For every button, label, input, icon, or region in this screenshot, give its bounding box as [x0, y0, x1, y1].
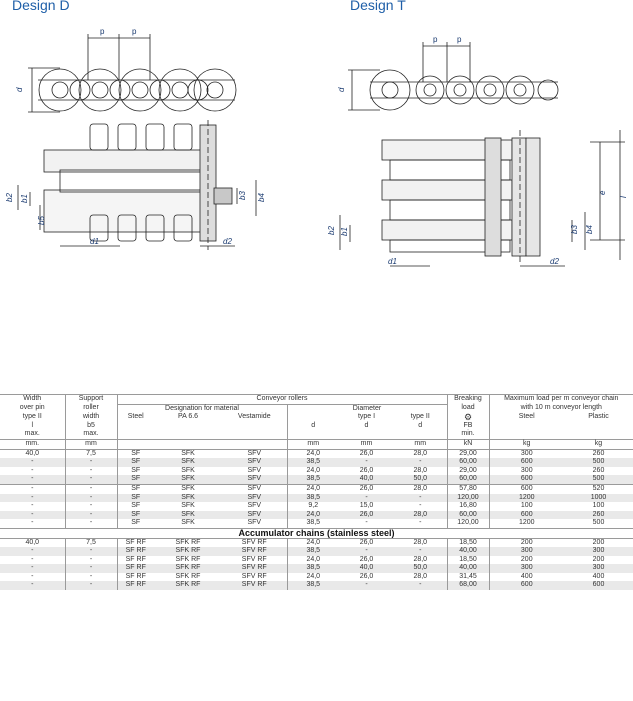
- b2-label-t: b2: [327, 226, 336, 235]
- design-d-drawing: [0, 20, 300, 260]
- table-cell: 1200: [489, 519, 564, 528]
- table-cell: -: [31, 466, 34, 474]
- table-row: [0, 511, 633, 520]
- table-cell: SFV RF: [241, 555, 267, 563]
- table-cell: 50,0: [394, 564, 447, 573]
- table-cell: -: [65, 494, 117, 503]
- pitch-label-t2: p: [457, 35, 462, 44]
- unit-cell: mm: [394, 439, 447, 449]
- table-cell: 200: [489, 556, 564, 565]
- hdr-vestamide: Vestamide: [237, 413, 271, 421]
- pitch-label-1: p: [100, 27, 105, 36]
- hdr-d-type2: d: [418, 421, 423, 429]
- table-cell: 1200: [489, 494, 564, 503]
- table-row: [0, 494, 633, 503]
- table-cell: 120,00: [447, 494, 489, 503]
- table-cell: -: [31, 502, 34, 510]
- table-cell: SFV: [247, 466, 262, 474]
- table-cell: SFK: [181, 502, 195, 510]
- table-cell: 40,0: [339, 475, 394, 484]
- b4-label: b4: [257, 193, 266, 202]
- table-row: [0, 573, 633, 582]
- table-cell: SF: [117, 519, 154, 528]
- table-row: [0, 475, 633, 484]
- table-cell: SF RF: [117, 547, 154, 556]
- hdr-pa66: PA 6.6: [177, 413, 199, 421]
- table-cell: -: [339, 581, 394, 590]
- table-cell: -: [339, 547, 394, 556]
- table-cell: 50,0: [394, 475, 447, 484]
- table-cell: 7,5: [65, 449, 117, 458]
- table-cell: -: [394, 458, 447, 467]
- table-cell: SF: [117, 484, 154, 493]
- table-cell: 100: [489, 502, 564, 511]
- table-cell: 520: [564, 484, 633, 493]
- table-cell: SFV: [222, 458, 287, 467]
- table-cell: 9,2: [287, 502, 339, 511]
- table-cell: 200: [564, 538, 633, 547]
- hdr-steel: Steel: [117, 413, 154, 422]
- table-cell: SF RF: [117, 556, 154, 565]
- b5-label: b5: [37, 216, 46, 225]
- table-cell: -: [394, 494, 447, 503]
- table-cell: 31,45: [447, 573, 489, 582]
- b1-label: b1: [20, 194, 29, 203]
- table-cell: 24,0: [287, 467, 339, 476]
- units-row: [0, 439, 633, 449]
- table-cell: 26,0: [339, 449, 394, 458]
- table-cell: SF: [117, 467, 154, 476]
- hdr-type2: type II: [22, 413, 42, 421]
- gear-icon: ⚙: [447, 413, 489, 422]
- table-cell: SF: [117, 502, 154, 511]
- table-cell: 500: [592, 519, 605, 527]
- b2-label: b2: [5, 193, 14, 202]
- table-cell: 260: [592, 466, 605, 474]
- table-cell: 38,5: [287, 519, 339, 528]
- table-cell: -: [65, 581, 117, 590]
- design-t-title: Design T: [350, 0, 406, 13]
- hdr-fb: FB: [447, 422, 489, 431]
- table-cell: -: [419, 502, 422, 510]
- table-cell: SFV: [222, 484, 287, 493]
- table-cell: 24,0: [287, 573, 339, 582]
- table-cell: -: [394, 547, 447, 556]
- table-cell: SF: [117, 494, 154, 503]
- table-cell: SFK RF: [154, 547, 222, 556]
- table-cell: 29,00: [447, 467, 489, 476]
- d-label-t: d: [337, 87, 346, 92]
- table-cell: 28,0: [394, 449, 447, 458]
- table-cell: SFK: [154, 511, 222, 520]
- e-label-t: e: [598, 190, 607, 195]
- table-cell: 200: [592, 555, 605, 563]
- table-cell: SF: [117, 475, 154, 484]
- table-cell: 600: [489, 581, 564, 590]
- table-cell: -: [339, 494, 394, 503]
- unit-cell: kN: [447, 439, 489, 449]
- table-cell: 60,00: [447, 475, 489, 484]
- table-cell: SFV: [222, 475, 287, 484]
- table-cell: 400: [489, 573, 564, 582]
- table-cell: SFV: [222, 449, 287, 458]
- table-cell: 28,0: [394, 511, 447, 520]
- table-cell: -: [31, 555, 34, 563]
- hdr-width2: width: [65, 413, 117, 422]
- table-cell: SFK: [154, 475, 222, 484]
- table-cell: 300: [564, 564, 633, 573]
- d-label: d: [15, 87, 24, 92]
- hdr-width: Width: [0, 395, 65, 405]
- table-cell: SFV RF: [222, 581, 287, 590]
- table-cell: 38,5: [287, 581, 339, 590]
- table-cell: 40,00: [447, 564, 489, 573]
- table-cell: SFV RF: [222, 547, 287, 556]
- table-cell: 260: [564, 449, 633, 458]
- table-cell: SFV: [247, 519, 262, 527]
- table-cell: 40,0: [339, 564, 394, 573]
- b4-label-t: b4: [585, 225, 594, 234]
- table-cell: 120,00: [447, 519, 489, 528]
- table-cell: 29,00: [447, 449, 489, 458]
- table-cell: -: [31, 519, 34, 527]
- table-cell: SF: [117, 458, 154, 467]
- d2-label: d2: [223, 237, 232, 246]
- d2-label-t: d2: [550, 257, 559, 266]
- hdr-max1: max.: [24, 430, 40, 438]
- table-cell: -: [65, 467, 117, 476]
- table-cell: 7,5: [65, 538, 117, 547]
- table-cell: SF RF: [117, 564, 154, 573]
- table-cell: SFK: [181, 519, 195, 527]
- table-cell: -: [65, 458, 117, 467]
- l-label-t: l: [619, 196, 628, 198]
- table-row: [0, 581, 633, 590]
- table-cell: -: [365, 519, 368, 527]
- table-row: [0, 538, 633, 547]
- hdr-diameter: Diameter: [287, 404, 447, 413]
- hdr-breaking: Breaking: [447, 395, 489, 405]
- table-row: [0, 564, 633, 573]
- table-row: [0, 484, 633, 493]
- table-cell: SFK RF: [154, 581, 222, 590]
- unit-cell: mm: [287, 439, 339, 449]
- table-cell: SFK: [154, 484, 222, 493]
- table-cell: SF RF: [117, 573, 154, 582]
- table-cell: 28,0: [394, 484, 447, 493]
- hdr-type1: type I: [357, 413, 376, 421]
- table-row: [0, 502, 633, 511]
- table-cell: SF: [117, 449, 154, 458]
- hdr-min: min.: [447, 430, 489, 439]
- hdr-with10: with 10 m conveyor length: [489, 404, 633, 413]
- table-cell: -: [394, 581, 447, 590]
- hdr-over-pin: over pin: [19, 404, 45, 412]
- table-cell: 38,5: [287, 547, 339, 556]
- table-cell: 38,5: [287, 494, 339, 503]
- table-cell: -: [0, 494, 65, 503]
- table-cell: 40,0: [0, 538, 65, 547]
- table-cell: -: [31, 572, 34, 580]
- table-cell: -: [0, 581, 65, 590]
- table-cell: SFK: [154, 458, 222, 467]
- table-cell: SFK RF: [175, 572, 201, 580]
- d1-label: d1: [90, 237, 99, 246]
- hdr-d: d: [287, 422, 339, 431]
- table-cell: -: [0, 484, 65, 493]
- table-cell: -: [0, 475, 65, 484]
- hdr-load: load: [447, 404, 489, 413]
- table-cell: -: [65, 573, 117, 582]
- table-cell: -: [0, 564, 65, 573]
- table-cell: -: [0, 511, 65, 520]
- hdr-roller: roller: [65, 404, 117, 413]
- table-cell: SFK: [181, 466, 195, 474]
- table-cell: 26,0: [339, 511, 394, 520]
- table-cell: -: [0, 547, 65, 556]
- table-cell: SFV: [222, 494, 287, 503]
- table-cell: 60,00: [447, 458, 489, 467]
- unit-cell: kg: [489, 439, 564, 449]
- table-row: [0, 458, 633, 467]
- table-cell: 28,0: [394, 538, 447, 547]
- table-cell: 300: [489, 564, 564, 573]
- table-cell: 300: [489, 547, 564, 556]
- table-cell: SFK: [154, 449, 222, 458]
- table-cell: 38,5: [287, 458, 339, 467]
- hdr-b5: b5: [65, 422, 117, 431]
- table-cell: 600: [489, 475, 564, 484]
- table-cell: 26,0: [339, 538, 394, 547]
- table-cell: 200: [489, 538, 564, 547]
- table-row: [0, 467, 633, 476]
- table-cell: -: [419, 519, 422, 527]
- table-cell: 40,00: [447, 547, 489, 556]
- table-cell: -: [65, 519, 117, 528]
- hdr-conveyor-rollers: Conveyor rollers: [117, 395, 447, 405]
- table-row: [0, 547, 633, 556]
- table-cell: 400: [592, 572, 605, 580]
- table-cell: SF RF: [117, 538, 154, 547]
- table-cell: 300: [489, 467, 564, 476]
- table-row: [0, 556, 633, 565]
- b1-label-t: b1: [340, 227, 349, 236]
- table-cell: 26,0: [359, 466, 374, 474]
- table-cell: SFK RF: [154, 564, 222, 573]
- accumulator-title: Accumulator chains (stainless steel): [0, 528, 633, 538]
- hdr-plastic: Plastic: [588, 413, 609, 421]
- table-cell: SFK RF: [175, 555, 201, 563]
- table-cell: 18,50: [447, 556, 489, 565]
- table-cell: 28,0: [413, 572, 428, 580]
- table-cell: 1000: [564, 494, 633, 503]
- table-cell: 60,00: [447, 511, 489, 520]
- table-cell: 24,0: [287, 538, 339, 547]
- d1-label-t: d1: [388, 257, 397, 266]
- table-cell: -: [65, 547, 117, 556]
- hdr-type2b: type II: [410, 413, 430, 421]
- table-row: [0, 449, 633, 458]
- table-cell: -: [65, 511, 117, 520]
- accumulator-rows: [0, 538, 633, 590]
- table-cell: 600: [564, 581, 633, 590]
- table-cell: SFV RF: [241, 572, 267, 580]
- table-cell: SF: [117, 511, 154, 520]
- table-cell: 28,0: [413, 466, 428, 474]
- table-cell: 40,0: [0, 449, 65, 458]
- table-cell: 57,80: [447, 484, 489, 493]
- pitch-label-t1: p: [433, 35, 438, 44]
- b3-label-t: b3: [570, 225, 579, 234]
- design-t-drawing: [327, 20, 633, 280]
- table-cell: 24,0: [287, 511, 339, 520]
- table-cell: 260: [564, 511, 633, 520]
- hdr-support: Support: [65, 395, 117, 405]
- hdr-l: l: [31, 421, 34, 429]
- table-cell: -: [339, 458, 394, 467]
- table-cell: -: [65, 475, 117, 484]
- table-cell: 300: [564, 547, 633, 556]
- table-cell: 24,0: [287, 484, 339, 493]
- hdr-d-type1: d: [364, 421, 369, 429]
- hdr-steel2: Steel: [489, 413, 564, 422]
- table-cell: 15,0: [359, 502, 374, 510]
- design-d-title: Design D: [12, 0, 70, 13]
- table-cell: 18,50: [447, 538, 489, 547]
- table-cell: 26,0: [339, 484, 394, 493]
- table-cell: 28,0: [413, 555, 428, 563]
- table-cell: 26,0: [359, 572, 374, 580]
- table-cell: 24,0: [287, 449, 339, 458]
- table-cell: 24,0: [287, 556, 339, 565]
- unit-cell: mm.: [0, 439, 65, 449]
- hdr-max2: max.: [65, 430, 117, 439]
- table-cell: -: [65, 556, 117, 565]
- unit-cell: mm: [65, 439, 117, 449]
- table-cell: 600: [489, 484, 564, 493]
- table-cell: 500: [564, 458, 633, 467]
- unit-cell: kg: [564, 439, 633, 449]
- hdr-designation: Designation for material: [117, 404, 287, 413]
- table-cell: SFV: [222, 511, 287, 520]
- hdr-max-load: Maximum load per m conveyor chain: [489, 395, 633, 405]
- table-cell: 600: [489, 511, 564, 520]
- table-cell: 68,00: [447, 581, 489, 590]
- table-cell: -: [0, 458, 65, 467]
- table-cell: SF RF: [117, 581, 154, 590]
- table-cell: -: [65, 564, 117, 573]
- pitch-label-2: p: [132, 27, 137, 36]
- table-cell: 16,80: [447, 502, 489, 511]
- b3-label: b3: [238, 191, 247, 200]
- table-cell: 38,5: [287, 475, 339, 484]
- chain-spec-table: [0, 394, 633, 590]
- table-cell: 38,5: [287, 564, 339, 573]
- table-cell: 26,0: [359, 555, 374, 563]
- table-cell: 100: [592, 502, 605, 510]
- table-cell: SFK RF: [154, 538, 222, 547]
- unit-cell: mm: [339, 439, 394, 449]
- main-rows: [0, 449, 633, 528]
- table-cell: 300: [489, 449, 564, 458]
- table-cell: SFV RF: [222, 564, 287, 573]
- table-cell: 500: [564, 475, 633, 484]
- table-cell: SFK: [154, 494, 222, 503]
- table-cell: -: [65, 502, 117, 511]
- table-cell: 600: [489, 458, 564, 467]
- table-cell: SFV RF: [222, 538, 287, 547]
- table-cell: SFV: [247, 502, 262, 510]
- table-cell: -: [65, 484, 117, 493]
